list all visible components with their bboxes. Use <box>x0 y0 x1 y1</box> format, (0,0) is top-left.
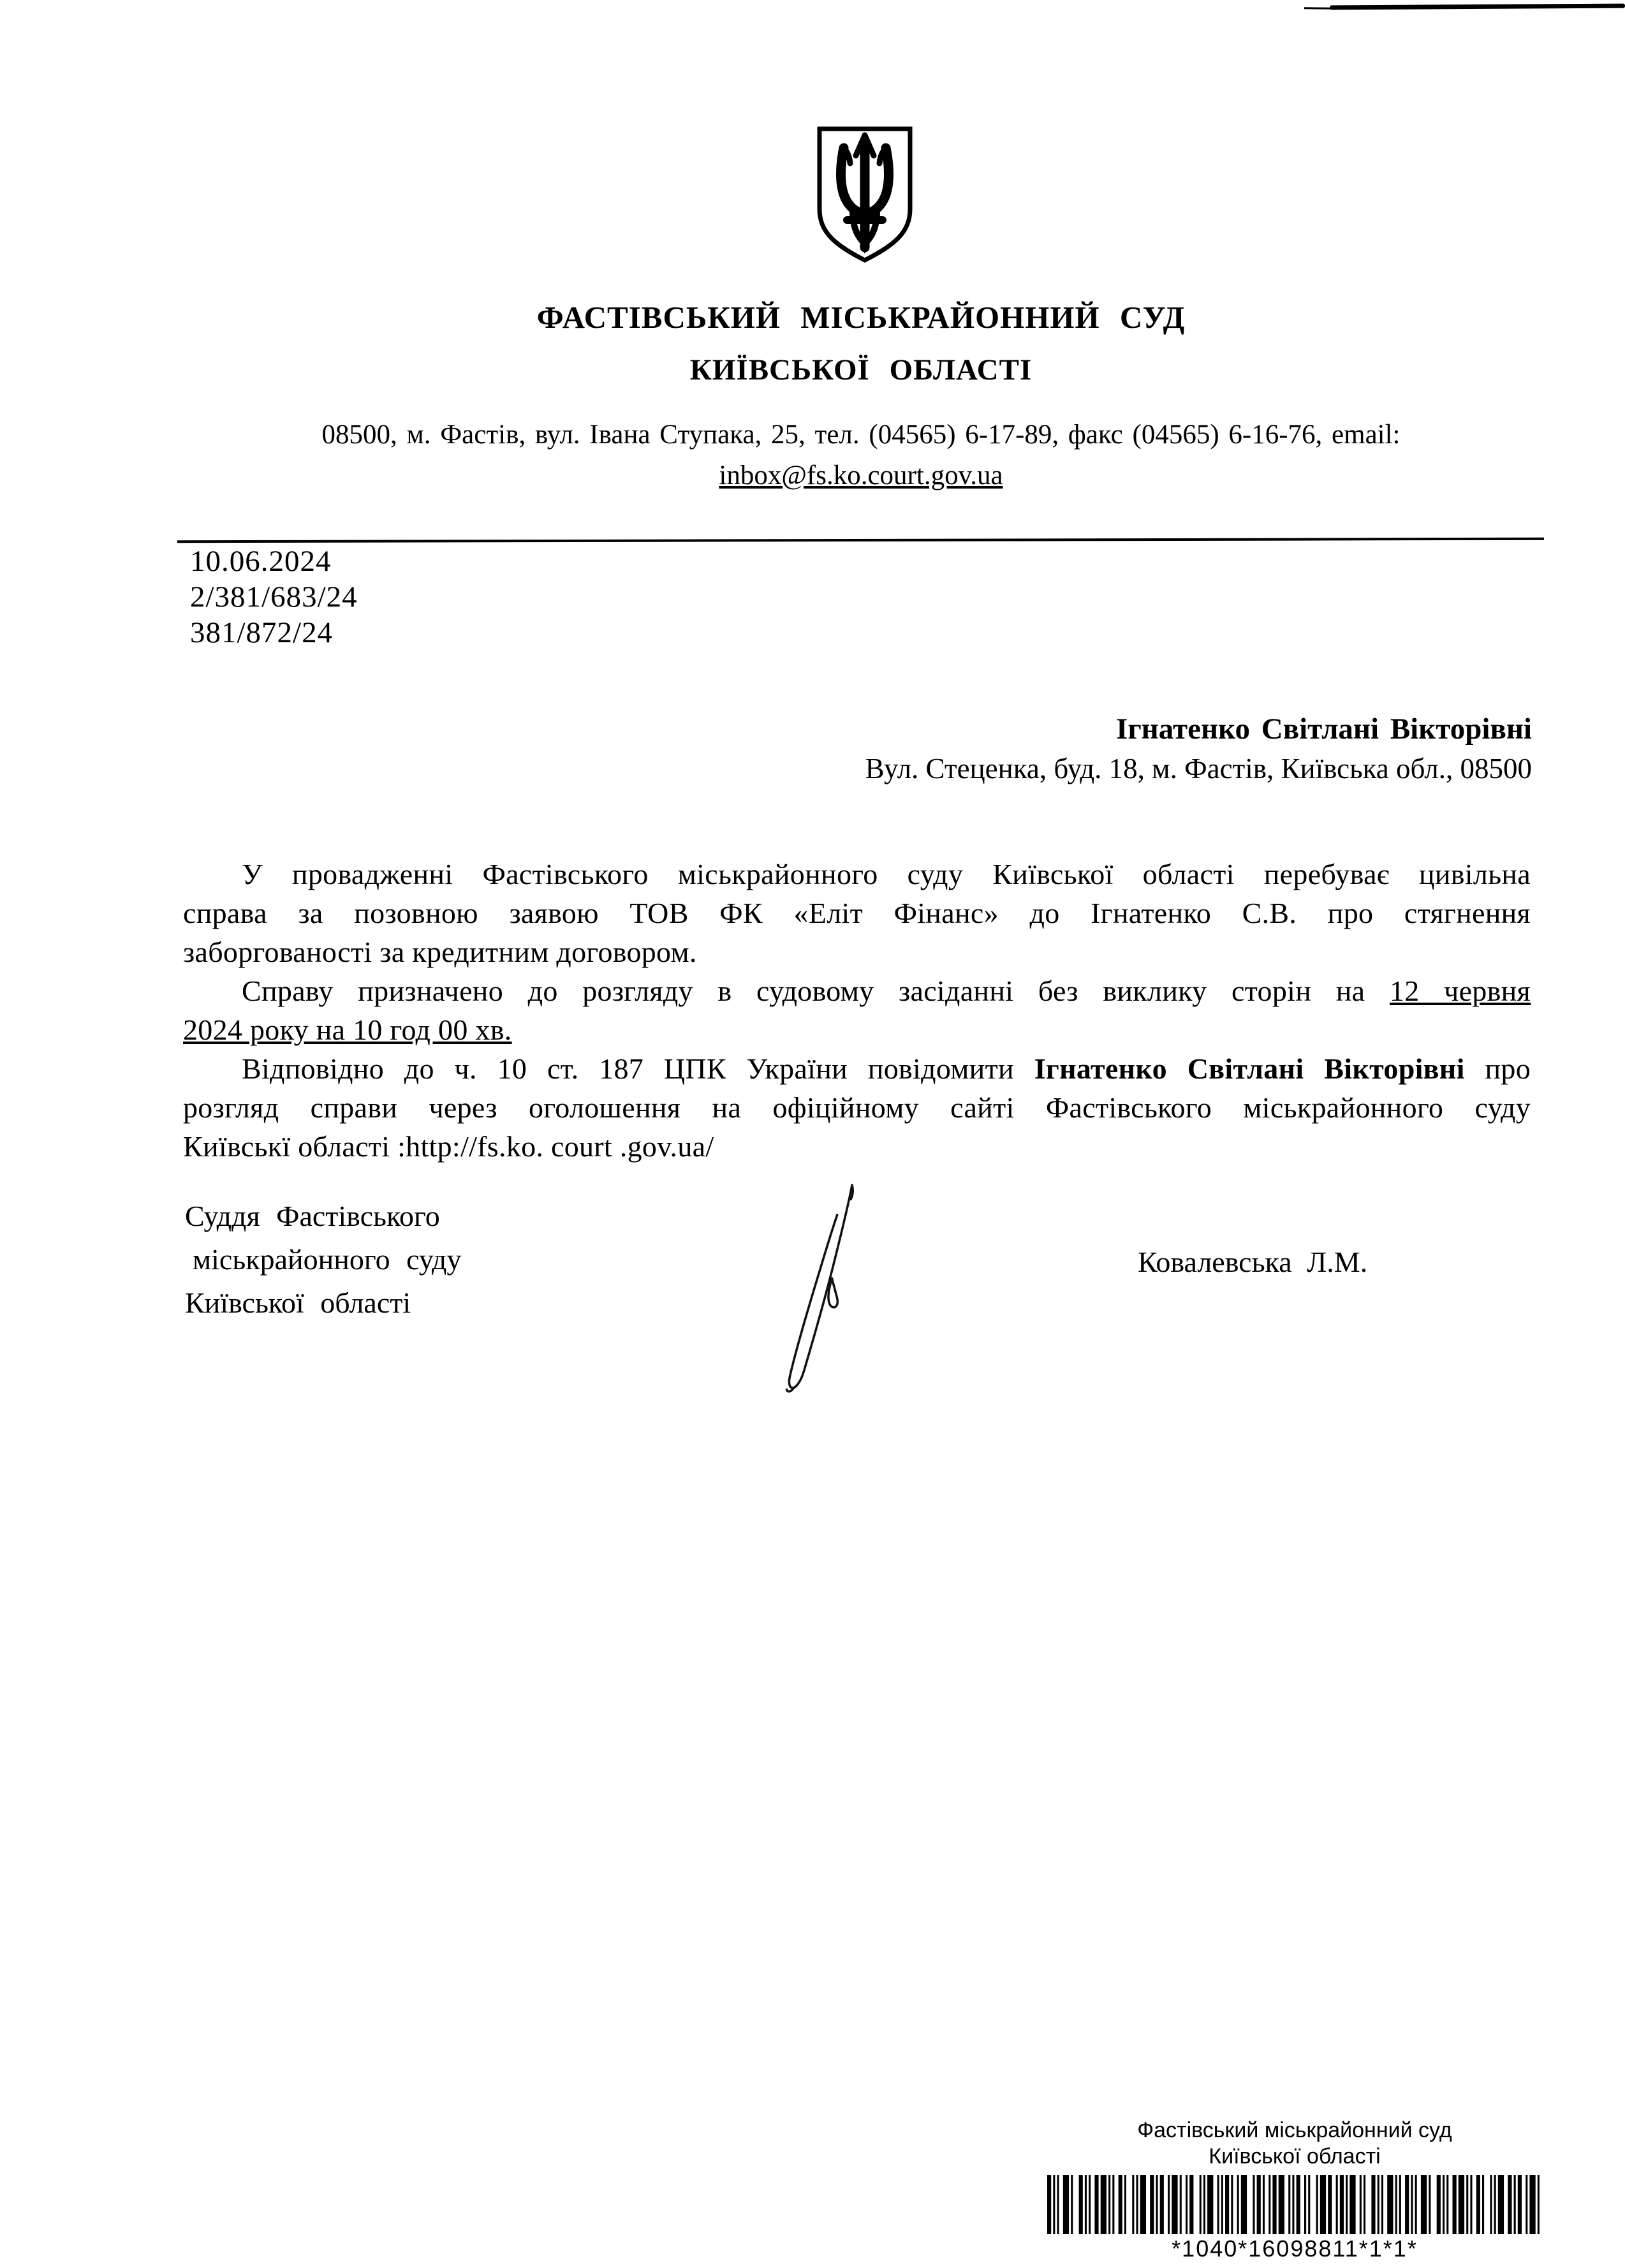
footer-court-name-line2: Київської області <box>1209 2144 1381 2169</box>
body-paragraph: Відповідно до ч. 10 ст. 187 ЦПК України повідомити Ігнатенко Світлані Вікторівні про розгляд справи через оголошення на офіційному сайті Фастівського міськрайонного суду Київськї області :http://fs.ko. court .gov.ua/ <box>183 1052 1531 1163</box>
court-name-line2: КИЇВСЬКОЇ ОБЛАСТІ <box>689 353 1033 387</box>
judge-name: Ковалевська Л.М. <box>1138 1246 1368 1278</box>
court-name-line1: ФАСТІВСЬКИЙ МІСЬКРАЙОННИЙ СУД <box>536 300 1186 335</box>
footer-barcode-block <box>1040 2117 1550 2262</box>
body-paragraph: У провадженні Фастівського міськрайонного суду Київської області перебуває цивільна справа за позовною заявою ТОВ ФК «Еліт Фінанс» до Ігнатенко С.В. про стягнення заборгованості за кредитним договором. <box>183 858 1531 968</box>
barcode-value: *1040*16098811*1*1* <box>1172 2235 1418 2262</box>
recipient-address: Вул. Стеценка, буд. 18, м. Фастів, Київська обл., 08500 <box>865 753 1532 784</box>
reference-block <box>190 543 358 651</box>
recipient-name: Ігнатенко Світлані Вікторівні <box>1116 712 1532 746</box>
letterhead <box>179 300 1543 491</box>
signatory-title-line3: Київської області <box>185 1286 411 1319</box>
footer-court-name-line1: Фастівський міськрайонний суд <box>1137 2118 1452 2142</box>
handwritten-signature-icon <box>740 1181 874 1395</box>
ukraine-trident-emblem-icon <box>811 122 919 268</box>
letter-body <box>183 855 1531 1166</box>
signatory-title-line1: Суддя Фастівського <box>185 1200 440 1232</box>
court-address: 08500, м. Фастів, вул. Івана Ступака, 25, тел. (04565) 6-17-89, факс (04565) 6-16-76, email: <box>321 420 1401 450</box>
body-paragraph: Справу призначено до розгляду в судовому засіданні без виклику сторін на 12 червня 2024 року на 10 год 00 хв. <box>183 975 1531 1046</box>
signatory-title-line2: міськрайонного суду <box>193 1243 462 1276</box>
ref-date: 10.06.2024 <box>190 545 332 578</box>
recipient-block <box>179 709 1532 788</box>
court-email: inbox@fs.ko.court.gov.ua <box>719 460 1003 490</box>
ref-case-number: 2/381/683/24 <box>190 580 358 614</box>
scan-artifact-line <box>1330 4 1625 10</box>
signatory-title-block <box>185 1195 461 1325</box>
barcode <box>1047 2175 1543 2234</box>
ref-doc-number: 381/872/24 <box>190 616 334 649</box>
letterhead-divider <box>177 538 1544 543</box>
